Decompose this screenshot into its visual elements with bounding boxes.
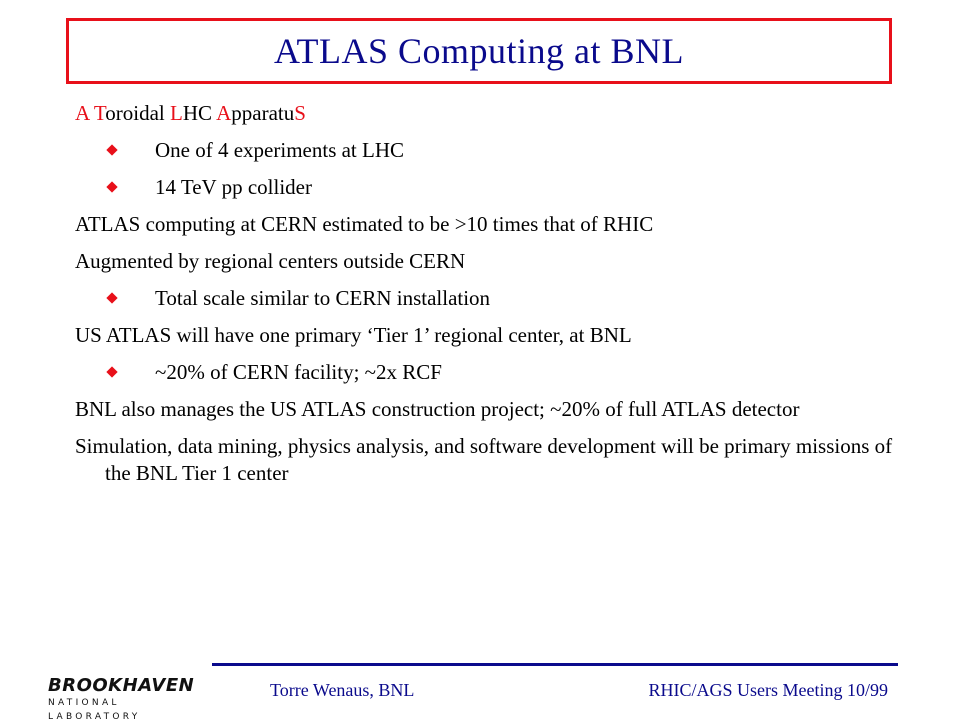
intro-part: pparatu [231, 101, 295, 125]
bullet-text: 14 TeV pp collider [155, 175, 312, 199]
intro-line [75, 100, 915, 127]
intro-part: A [75, 101, 94, 125]
red-diamond-bullet-icon [106, 181, 117, 192]
paragraph: BNL also manages the US ATLAS construction project; ~20% of full ATLAS detector [75, 397, 800, 421]
footer-event: RHIC/AGS Users Meeting 10/99 [648, 680, 888, 700]
slide-title: ATLAS Computing at BNL [273, 31, 684, 71]
bullet-text: ~20% of CERN facility; ~2x RCF [155, 360, 442, 384]
footer-author: Torre Wenaus, BNL [270, 680, 415, 700]
intro-part: A [216, 101, 232, 125]
slide-body [75, 100, 915, 497]
logo-main-text: BROOKHAVEN [48, 675, 195, 696]
intro-part: HC [182, 101, 217, 125]
bullet-item [75, 359, 915, 386]
logo-sub-text: NATIONAL LABORATORY [48, 698, 141, 722]
footer-rule [212, 663, 898, 666]
red-diamond-bullet-icon [106, 366, 117, 377]
paragraph: Simulation, data mining, physics analysis, and software development will be primary missions of the BNL Tier 1 center [75, 434, 893, 485]
red-diamond-bullet-icon [106, 292, 117, 303]
paragraph: US ATLAS will have one primary ‘Tier 1’ regional center, at BNL [75, 323, 632, 347]
paragraph: Augmented by regional centers outside CERN [75, 249, 466, 273]
intro-part: oroidal [105, 101, 170, 125]
bullet-text: One of 4 experiments at LHC [155, 138, 405, 162]
brookhaven-logo [48, 675, 213, 722]
title-box [66, 18, 892, 84]
paragraph: ATLAS computing at CERN estimated to be >10 times that of RHIC [75, 212, 654, 236]
red-diamond-bullet-icon [106, 144, 117, 155]
bullet-item [75, 174, 915, 201]
bullet-item [75, 137, 915, 164]
intro-part: T [93, 101, 106, 125]
intro-part: S [294, 101, 306, 125]
intro-part: L [170, 101, 183, 125]
bullet-item [75, 285, 915, 312]
bullet-text: Total scale similar to CERN installation [155, 286, 491, 310]
